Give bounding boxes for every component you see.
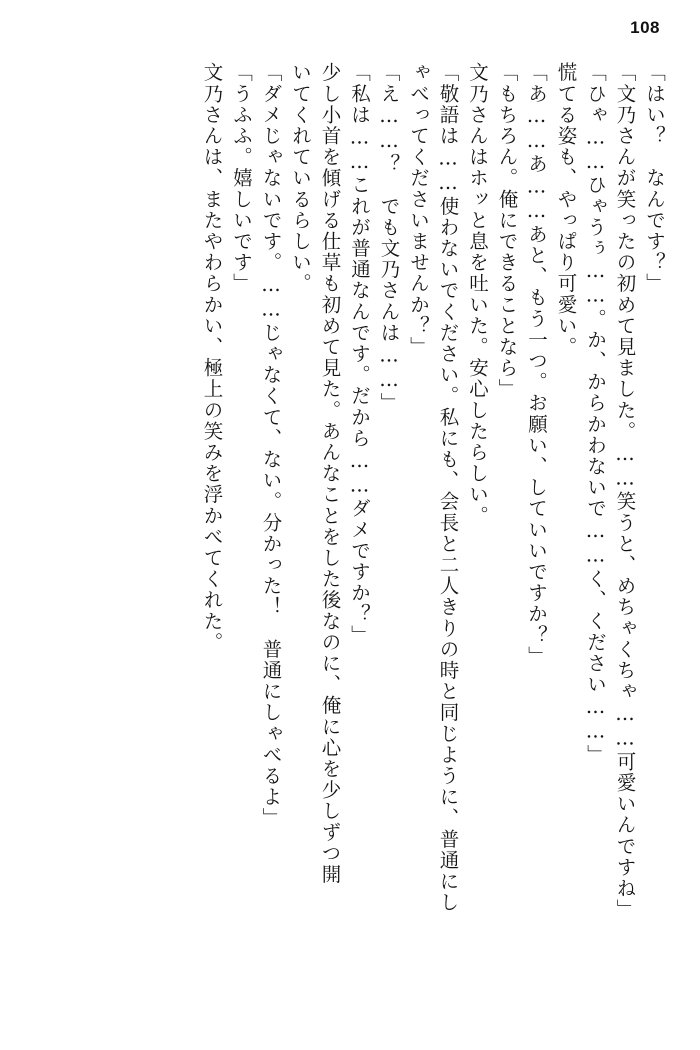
vertical-text-body — [36, 62, 664, 1016]
text-column: 「あ……あ……あと、もう一つ。お願い、していいですか？」 — [525, 62, 548, 667]
text-column: 「ひゃ……ひゃうぅ……。か、からかわないで……く、ください……」 — [584, 62, 607, 766]
text-column: 慌てる姿も、やっぱり可愛い。 — [554, 62, 578, 358]
text-column: 「うふふ。嬉しいです」 — [230, 62, 253, 295]
text-column: ゃべってくださいませんか？」 — [407, 62, 430, 358]
text-column: 「もちろん。俺にできることなら」 — [495, 62, 519, 400]
text-column: いてくれているらしい。 — [289, 62, 312, 295]
text-column: 「敬語は……使わないでください。私にも、会長と二人きりの時と同じように、普通にし — [436, 62, 460, 913]
page-number: 108 — [630, 18, 660, 37]
text-column: 少し小首を傾げる仕草も初めて見た。あんなことをした後なのに、俺に心を少しずつ開 — [318, 62, 342, 885]
text-column: 文乃さんはホッと息を吐いた。安心したらしい。 — [466, 62, 489, 527]
text-column: 「文乃さんが笑ったの初めて見ました。……笑うと、めちゃくちゃ……可愛いんですね」 — [613, 62, 637, 920]
text-column: 「はい？ なんです？」 — [643, 62, 666, 295]
text-column: 「私は……これが普通なんです。だから……ダメですか？」 — [348, 62, 371, 646]
text-column: 文乃さんは、またやわらかい、極上の笑みを浮かべてくれた。 — [200, 62, 224, 653]
text-column: 「ダメじゃないです。……じゃなくて、ない。分かった！ 普通にしゃべるよ」 — [259, 62, 283, 829]
text-column: 「え……？ でも文乃さんは……」 — [377, 62, 401, 414]
